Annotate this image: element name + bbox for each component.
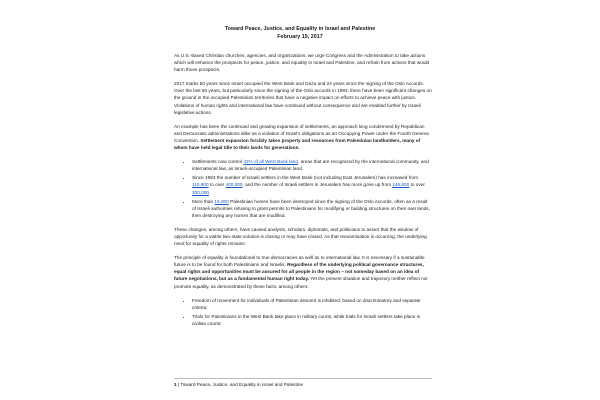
- paragraph-settlements: [174, 123, 432, 151]
- settlers-1993-link[interactable]: 110,900: [192, 182, 209, 188]
- equality-facts-list: [174, 297, 432, 327]
- paragraph-bold-text: Settlement expansion forcibly takes property and resources from Palestinian landholders, many of whom have held legal title to their lands for generations.: [174, 137, 421, 151]
- list-item-text: Settlements now control: [192, 159, 244, 165]
- document-body: [174, 52, 432, 334]
- list-item-text: , areas that are recognized by the international community, and international law, as Israeli-occupied Palestinian land.: [192, 159, 429, 172]
- footer-title: Toward Peace, Justice, and Equality in Israel and Palestine: [180, 382, 304, 387]
- paragraph-history: 2017 marks 50 years since Israel occupied the West Bank and Gaza and 24 years since the signing of the Oslo Accords. Over the last 50 years, but particularly since the signing of the Oslo accords in 1993, there have been significant changes on the ground in the occupied Palestinian territories that have a negative impact on efforts to achieve peace with justice. Violations of human rights and international law have continued without consequence and are enabled further by Israeli legislative actions.: [174, 81, 432, 115]
- settlement-facts-list: [174, 158, 432, 219]
- paragraph-two-state: These changes, among others, have caused analysts, scholars, diplomats, and politicians to assert that the window of opportunity for a viable two-state solution is closing or may have closed. As that reexamination is occurring, the underlying need for equality of rights remains.: [174, 226, 427, 247]
- list-item: • Trials for Palestinians in the West Bank take place in military courts, while trials for Israeli settlers take place in civilian courts;: [192, 313, 432, 327]
- page-number: 1: [174, 382, 177, 387]
- list-item: • Freedom of movement for individuals of Palestinian descent is inhibited, based on discriminatory and separate criteria;: [192, 297, 432, 311]
- list-item-text: Since 1993 the number of Israeli settlers in the West Bank (not including East Jerusalem) has increased from: [192, 175, 419, 181]
- homes-destroyed-link[interactable]: 15,000: [214, 198, 229, 204]
- list-item: [192, 174, 432, 195]
- list-item: [192, 198, 432, 219]
- paragraph-text: Yet the present situation and trajectory neither reflect nor promote equality, as demonstrated by these facts, among others:: [174, 276, 428, 289]
- footer-separator: |: [176, 382, 181, 387]
- date-line: February 15, 2017: [277, 34, 323, 40]
- document-title: [0, 25, 600, 41]
- title-line: Toward Peace, Justice, and Equality in Israel and Palestine: [224, 26, 376, 32]
- paragraph-intro: As U.S.-based Christian churches, agencies, and organizations, we urge Congress and the Administration to take actions which will enhance the prospects for peace, justice, and equality in Israel and Palestine, and refrain from actions that would harm those prospects.: [174, 53, 430, 73]
- paragraph-text: The principle of equality is foundational to true democracies as well as to international law. It is necessary if a sustainable future is to be found for both Palestinians and Israelis.: [174, 255, 425, 268]
- list-item: [192, 158, 432, 172]
- paragraph-bold-text: Regardless of the underlying political governance structures, equal rights and opportunities must be assured for all people in the region – not someday based on an idea of future negotiations, but as a fundamental human right today.: [174, 262, 424, 282]
- list-item-text: , and the number of Israeli settlers in Jerusalem has more gone up from: [242, 182, 393, 188]
- list-item-text: Palestinian homes have been destroyed since the signing of the Oslo Accords, often as a result of Israeli authorities refusing to grant permits to Palestinians for modifying or building structures on their own lands, then destroying any homes that are modified.: [192, 198, 430, 218]
- jerusalem-current-link[interactable]: 300,000: [192, 189, 209, 195]
- jerusalem-1993-link[interactable]: 146,800: [392, 182, 410, 188]
- paragraph-equality: [174, 254, 432, 289]
- land-control-link[interactable]: 42% of all West Bank land: [243, 159, 298, 165]
- paragraph-text: An example has been the continued and growing expansion of settlements, an approach long condemned by Republican and Democratic administrations alike as a violation of Israel's obligations as an Occupying Power under the Fourth Geneva Convention.: [174, 123, 429, 143]
- page-footer: [174, 381, 434, 388]
- list-item-text: to over: [208, 182, 226, 188]
- list-item-text: .: [208, 189, 211, 195]
- list-item-text: More than: [192, 198, 215, 204]
- settlers-current-link[interactable]: 400,000: [225, 182, 243, 188]
- footer-divider: [174, 378, 432, 379]
- list-item-text: to over: [409, 182, 425, 188]
